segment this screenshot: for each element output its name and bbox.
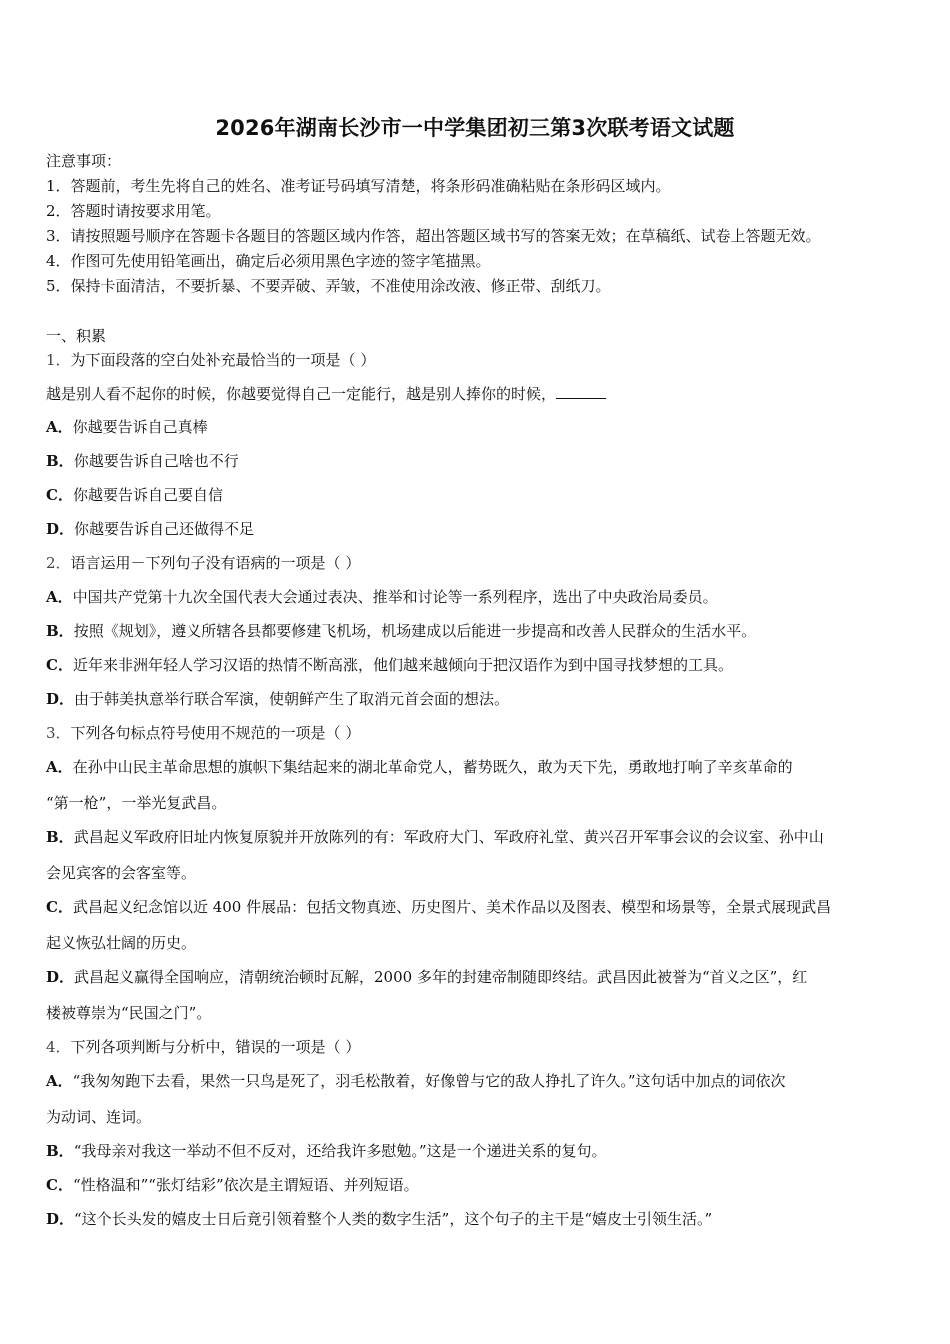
option-a: A．“我匆匆跑下去看，果然一只鸟是死了，羽毛松散着，好像曾与它的敌人挣扎了许久。”这句话中加点的词依次 (46, 1072, 786, 1090)
notice-item: 5．保持卡面清洁，不要折暴、不要弄破、弄皱，不准使用涂改液、修正带、刮纸刀。 (46, 277, 611, 295)
page-title: 2026年湖南长沙市一中学集团初三第3次联考语文试题 (215, 116, 735, 140)
question-4-stem: 4．下列各项判断与分析中，错误的一项是（ ） (46, 1038, 361, 1056)
option-d: D．你越要告诉自己还做得不足 (46, 520, 255, 538)
option-c-cont: 起义恢弘壮阔的历史。 (46, 934, 197, 952)
notice-item: 1．答题前，考生先将自己的姓名、准考证号码填写清楚，将条形码准确粘贴在条形码区域内。 (46, 177, 671, 195)
option-c: C．“性格温和”“张灯结彩”依次是主谓短语、并列短语。 (46, 1176, 419, 1194)
option-b-cont: 会见宾客的会客室等。 (46, 864, 197, 882)
option-c: C．近年来非洲年轻人学习汉语的热情不断高涨，他们越来越倾向于把汉语作为到中国寻找梦想的工具。 (46, 656, 733, 674)
question-number: 3． (46, 724, 71, 742)
option-b: B．“我母亲对我这一举动不但不反对，还给我许多慰勉。”这是一个递进关系的复句。 (46, 1142, 607, 1160)
option-a-cont: “第一枪”，一举光复武昌。 (46, 794, 227, 812)
question-1-stem: 1．为下面段落的空白处补充最恰当的一项是（ ） (46, 351, 376, 369)
notice-item: 4．作图可先使用铅笔画出，确定后必须用黑色字迹的签字笔描黑。 (46, 252, 491, 270)
option-d: D．由于韩美执意举行联合军演，使朝鲜产生了取消元首会面的想法。 (46, 690, 510, 708)
question-1-context: 越是别人看不起你的时候，你越要觉得自己一定能行，越是别人捧你的时候， (46, 384, 606, 404)
option-c: C．武昌起义纪念馆以近 400 件展品：包括文物真迹、历史图片、美术作品以及图表、模型和场景等，全景式展现武昌 (46, 898, 832, 916)
option-a-cont: 为动词、连词。 (46, 1108, 152, 1126)
option-d: D．武昌起义赢得全国响应，清朝统治顿时瓦解，2000 多年的封建帝制随即终结。武昌因此被誉为“首义之区”，红 (46, 968, 808, 986)
option-a: A．在孙中山民主革命思想的旗帜下集结起来的湖北革命党人，蓄势既久，敢为天下先，勇敢地打响了辛亥革命的 (46, 758, 793, 776)
answer-blank (556, 384, 606, 399)
question-3-stem: 3．下列各句标点符号使用不规范的一项是（ ） (46, 724, 361, 742)
question-number: 2． (46, 554, 71, 572)
question-2-stem: 2．语言运用－下列句子没有语病的一项是（ ） (46, 554, 361, 572)
notice-item: 3．请按照题号顺序在答题卡各题目的答题区域内作答，超出答题区域书写的答案无效；在草稿纸、试卷上答题无效。 (46, 227, 821, 245)
option-c: C．你越要告诉自己要自信 (46, 486, 223, 504)
option-b: B．武昌起义军政府旧址内恢复原貌并开放陈列的有：军政府大门、军政府礼堂、黄兴召开军事会议的会议室、孙中山 (46, 828, 824, 846)
notice-heading: 注意事项： (46, 152, 122, 170)
option-b: B．你越要告诉自己啥也不行 (46, 452, 239, 470)
option-a: A．中国共产党第十九次全国代表大会通过表决、推举和讨论等一系列程序，选出了中央政治局委员。 (46, 588, 718, 606)
option-a: A．你越要告诉自己真棒 (46, 418, 208, 436)
section-heading: 一、积累 (46, 327, 107, 345)
question-number: 4． (46, 1038, 71, 1056)
question-number: 1． (46, 351, 71, 369)
option-d-cont: 楼被尊崇为“民国之门”。 (46, 1004, 212, 1022)
option-b: B．按照《规划》，遵义所辖各县都要修建飞机场，机场建成以后能进一步提高和改善人民群众的生活水平。 (46, 622, 757, 640)
option-d: D．“这个长头发的嬉皮士日后竟引领着整个人类的数字生活”，这个句子的主干是“嬉皮士引领生活。” (46, 1210, 713, 1228)
notice-item: 2．答题时请按要求用笔。 (46, 202, 221, 220)
